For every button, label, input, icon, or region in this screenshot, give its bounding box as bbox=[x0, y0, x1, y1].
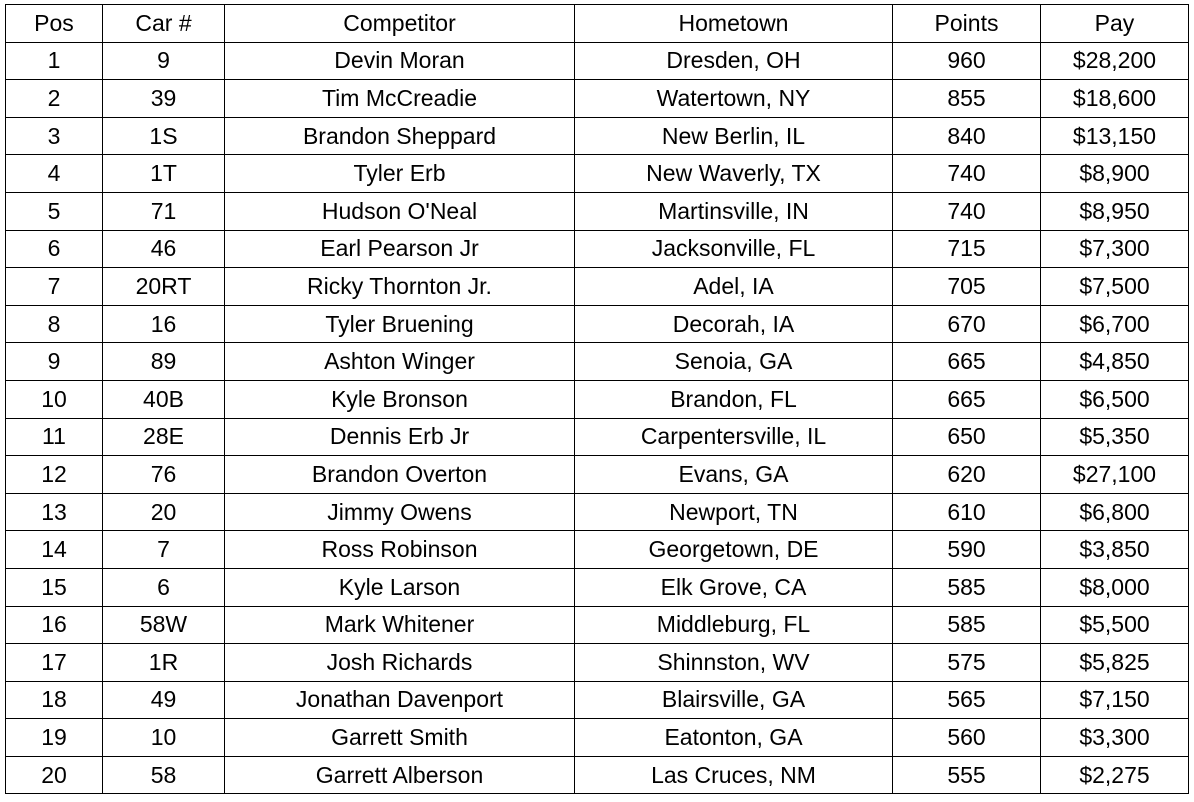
cell-competitor: Ross Robinson bbox=[225, 531, 575, 569]
cell-hometown: Senoia, GA bbox=[575, 343, 893, 381]
cell-hometown: Newport, TN bbox=[575, 493, 893, 531]
cell-pos: 4 bbox=[6, 155, 103, 193]
header-competitor: Competitor bbox=[225, 5, 575, 43]
table-row bbox=[6, 531, 1189, 569]
cell-points: 610 bbox=[893, 493, 1041, 531]
cell-car-number: 40B bbox=[103, 380, 225, 418]
cell-car-number: 1T bbox=[103, 155, 225, 193]
cell-competitor: Mark Whitener bbox=[225, 606, 575, 644]
table-row bbox=[6, 756, 1189, 794]
cell-competitor: Jimmy Owens bbox=[225, 493, 575, 531]
cell-pos: 14 bbox=[6, 531, 103, 569]
cell-points: 650 bbox=[893, 418, 1041, 456]
cell-hometown: Martinsville, IN bbox=[575, 192, 893, 230]
cell-pos: 8 bbox=[6, 305, 103, 343]
cell-competitor: Kyle Larson bbox=[225, 568, 575, 606]
cell-car-number: 6 bbox=[103, 568, 225, 606]
cell-pay: $5,825 bbox=[1041, 644, 1189, 682]
cell-competitor: Brandon Sheppard bbox=[225, 117, 575, 155]
cell-pos: 1 bbox=[6, 42, 103, 80]
cell-points: 840 bbox=[893, 117, 1041, 155]
cell-pos: 19 bbox=[6, 719, 103, 757]
header-hometown: Hometown bbox=[575, 5, 893, 43]
cell-hometown: Watertown, NY bbox=[575, 80, 893, 118]
cell-pos: 5 bbox=[6, 192, 103, 230]
cell-pay: $6,700 bbox=[1041, 305, 1189, 343]
cell-competitor: Garrett Alberson bbox=[225, 756, 575, 794]
cell-pos: 15 bbox=[6, 568, 103, 606]
cell-car-number: 1S bbox=[103, 117, 225, 155]
cell-pos: 12 bbox=[6, 456, 103, 494]
cell-competitor: Tyler Erb bbox=[225, 155, 575, 193]
cell-hometown: Blairsville, GA bbox=[575, 681, 893, 719]
cell-pay: $18,600 bbox=[1041, 80, 1189, 118]
table-header bbox=[6, 5, 1189, 43]
cell-hometown: Decorah, IA bbox=[575, 305, 893, 343]
table-row bbox=[6, 192, 1189, 230]
cell-pay: $6,800 bbox=[1041, 493, 1189, 531]
table-row bbox=[6, 644, 1189, 682]
table-row bbox=[6, 606, 1189, 644]
cell-car-number: 16 bbox=[103, 305, 225, 343]
table-row bbox=[6, 268, 1189, 306]
cell-points: 740 bbox=[893, 192, 1041, 230]
cell-pay: $7,150 bbox=[1041, 681, 1189, 719]
table-row bbox=[6, 380, 1189, 418]
cell-pay: $3,300 bbox=[1041, 719, 1189, 757]
cell-car-number: 46 bbox=[103, 230, 225, 268]
cell-points: 575 bbox=[893, 644, 1041, 682]
cell-points: 665 bbox=[893, 343, 1041, 381]
cell-car-number: 71 bbox=[103, 192, 225, 230]
cell-pay: $5,500 bbox=[1041, 606, 1189, 644]
cell-points: 585 bbox=[893, 606, 1041, 644]
cell-competitor: Ashton Winger bbox=[225, 343, 575, 381]
cell-hometown: Carpentersville, IL bbox=[575, 418, 893, 456]
cell-pay: $28,200 bbox=[1041, 42, 1189, 80]
cell-points: 585 bbox=[893, 568, 1041, 606]
cell-pos: 18 bbox=[6, 681, 103, 719]
cell-hometown: New Berlin, IL bbox=[575, 117, 893, 155]
cell-pay: $7,500 bbox=[1041, 268, 1189, 306]
table-row bbox=[6, 155, 1189, 193]
cell-hometown: Elk Grove, CA bbox=[575, 568, 893, 606]
cell-points: 565 bbox=[893, 681, 1041, 719]
cell-points: 560 bbox=[893, 719, 1041, 757]
cell-pay: $8,900 bbox=[1041, 155, 1189, 193]
header-row bbox=[6, 5, 1189, 43]
cell-car-number: 89 bbox=[103, 343, 225, 381]
table-row bbox=[6, 456, 1189, 494]
cell-pos: 16 bbox=[6, 606, 103, 644]
header-pay: Pay bbox=[1041, 5, 1189, 43]
cell-competitor: Garrett Smith bbox=[225, 719, 575, 757]
cell-pay: $27,100 bbox=[1041, 456, 1189, 494]
table-row bbox=[6, 305, 1189, 343]
cell-competitor: Tyler Bruening bbox=[225, 305, 575, 343]
cell-hometown: Middleburg, FL bbox=[575, 606, 893, 644]
header-pos: Pos bbox=[6, 5, 103, 43]
cell-car-number: 1R bbox=[103, 644, 225, 682]
table-row bbox=[6, 230, 1189, 268]
cell-competitor: Brandon Overton bbox=[225, 456, 575, 494]
cell-competitor: Jonathan Davenport bbox=[225, 681, 575, 719]
cell-pos: 13 bbox=[6, 493, 103, 531]
cell-pos: 11 bbox=[6, 418, 103, 456]
cell-car-number: 20RT bbox=[103, 268, 225, 306]
cell-pay: $3,850 bbox=[1041, 531, 1189, 569]
cell-competitor: Earl Pearson Jr bbox=[225, 230, 575, 268]
cell-pos: 9 bbox=[6, 343, 103, 381]
cell-car-number: 20 bbox=[103, 493, 225, 531]
standings-table bbox=[5, 4, 1189, 794]
cell-pos: 6 bbox=[6, 230, 103, 268]
cell-competitor: Dennis Erb Jr bbox=[225, 418, 575, 456]
cell-points: 665 bbox=[893, 380, 1041, 418]
cell-pos: 10 bbox=[6, 380, 103, 418]
cell-points: 590 bbox=[893, 531, 1041, 569]
cell-pos: 7 bbox=[6, 268, 103, 306]
cell-pos: 3 bbox=[6, 117, 103, 155]
cell-points: 715 bbox=[893, 230, 1041, 268]
cell-competitor: Ricky Thornton Jr. bbox=[225, 268, 575, 306]
table-body bbox=[6, 42, 1189, 794]
cell-pos: 17 bbox=[6, 644, 103, 682]
cell-pay: $5,350 bbox=[1041, 418, 1189, 456]
cell-car-number: 76 bbox=[103, 456, 225, 494]
cell-points: 740 bbox=[893, 155, 1041, 193]
table-row bbox=[6, 42, 1189, 80]
cell-pay: $4,850 bbox=[1041, 343, 1189, 381]
header-points: Points bbox=[893, 5, 1041, 43]
table-row bbox=[6, 80, 1189, 118]
cell-car-number: 28E bbox=[103, 418, 225, 456]
cell-hometown: Shinnston, WV bbox=[575, 644, 893, 682]
cell-pos: 2 bbox=[6, 80, 103, 118]
cell-hometown: Dresden, OH bbox=[575, 42, 893, 80]
cell-hometown: Evans, GA bbox=[575, 456, 893, 494]
cell-pay: $13,150 bbox=[1041, 117, 1189, 155]
cell-pay: $6,500 bbox=[1041, 380, 1189, 418]
cell-hometown: Jacksonville, FL bbox=[575, 230, 893, 268]
cell-car-number: 10 bbox=[103, 719, 225, 757]
cell-hometown: Las Cruces, NM bbox=[575, 756, 893, 794]
cell-competitor: Tim McCreadie bbox=[225, 80, 575, 118]
cell-pay: $8,000 bbox=[1041, 568, 1189, 606]
cell-hometown: Georgetown, DE bbox=[575, 531, 893, 569]
cell-pos: 20 bbox=[6, 756, 103, 794]
table-row bbox=[6, 719, 1189, 757]
cell-points: 705 bbox=[893, 268, 1041, 306]
table-row bbox=[6, 117, 1189, 155]
cell-car-number: 39 bbox=[103, 80, 225, 118]
cell-pay: $8,950 bbox=[1041, 192, 1189, 230]
table-row bbox=[6, 418, 1189, 456]
cell-pay: $7,300 bbox=[1041, 230, 1189, 268]
cell-car-number: 9 bbox=[103, 42, 225, 80]
cell-points: 855 bbox=[893, 80, 1041, 118]
cell-points: 960 bbox=[893, 42, 1041, 80]
cell-competitor: Hudson O'Neal bbox=[225, 192, 575, 230]
cell-competitor: Devin Moran bbox=[225, 42, 575, 80]
cell-hometown: Brandon, FL bbox=[575, 380, 893, 418]
table-row bbox=[6, 681, 1189, 719]
table-row bbox=[6, 493, 1189, 531]
cell-hometown: Eatonton, GA bbox=[575, 719, 893, 757]
cell-pay: $2,275 bbox=[1041, 756, 1189, 794]
cell-car-number: 7 bbox=[103, 531, 225, 569]
header-car-number: Car # bbox=[103, 5, 225, 43]
table-row bbox=[6, 343, 1189, 381]
cell-points: 555 bbox=[893, 756, 1041, 794]
cell-hometown: New Waverly, TX bbox=[575, 155, 893, 193]
cell-car-number: 58 bbox=[103, 756, 225, 794]
cell-hometown: Adel, IA bbox=[575, 268, 893, 306]
table-row bbox=[6, 568, 1189, 606]
cell-competitor: Josh Richards bbox=[225, 644, 575, 682]
cell-car-number: 58W bbox=[103, 606, 225, 644]
cell-car-number: 49 bbox=[103, 681, 225, 719]
cell-points: 620 bbox=[893, 456, 1041, 494]
cell-points: 670 bbox=[893, 305, 1041, 343]
cell-competitor: Kyle Bronson bbox=[225, 380, 575, 418]
